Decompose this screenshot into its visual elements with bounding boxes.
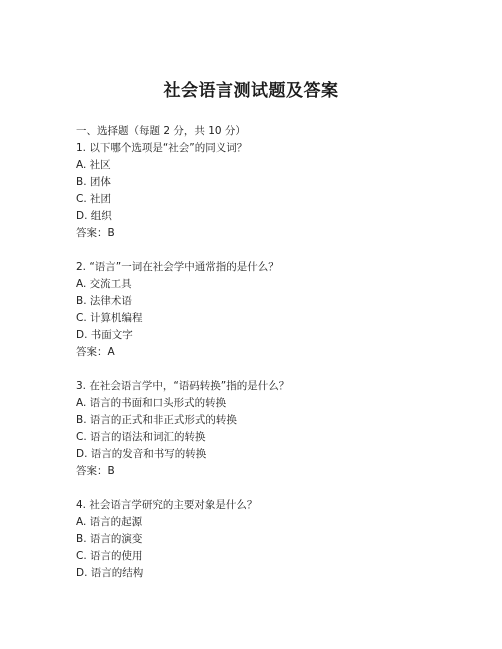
answer: 答案：B [76,465,115,477]
spacer [76,361,476,378]
option-a: A. 语言的书面和口头形式的转换 [76,397,227,409]
section-heading: 一、选择题（每题 2 分，共 10 分） [76,125,246,137]
document-title: 社会语言测试题及答案 [163,81,339,101]
spacer [76,242,476,259]
option-a: A. 交流工具 [76,278,132,290]
answer: 答案：B [76,227,115,239]
option-d: D. 语言的结构 [76,567,144,579]
option-c: C. 社团 [76,193,112,205]
option-a: A. 语言的起源 [76,516,143,528]
option-a: A. 社区 [76,159,111,171]
question-stem: 2. “语言”一词在社会学中通常指的是什么？ [76,261,279,273]
option-d: D. 书面文字 [76,329,133,341]
spacer [76,480,476,497]
option-c: C. 计算机编程 [76,312,143,324]
option-b: B. 团体 [76,176,111,188]
answer: 答案：A [76,346,115,358]
option-d: D. 语言的发音和书写的转换 [76,448,207,460]
option-c: C. 语言的语法和词汇的转换 [76,431,206,443]
option-d: D. 组织 [76,210,112,222]
option-c: C. 语言的使用 [76,550,143,562]
option-b: B. 语言的正式和非正式形式的转换 [76,414,237,426]
question-stem: 3. 在社会语言学中，“语码转换”指的是什么？ [76,380,290,392]
option-b: B. 语言的演变 [76,533,143,545]
question-stem: 1. 以下哪个选项是“社会”的同义词？ [76,142,248,154]
document-body [76,123,476,582]
question-stem: 4. 社会语言学研究的主要对象是什么？ [76,499,258,511]
option-b: B. 法律术语 [76,295,132,307]
